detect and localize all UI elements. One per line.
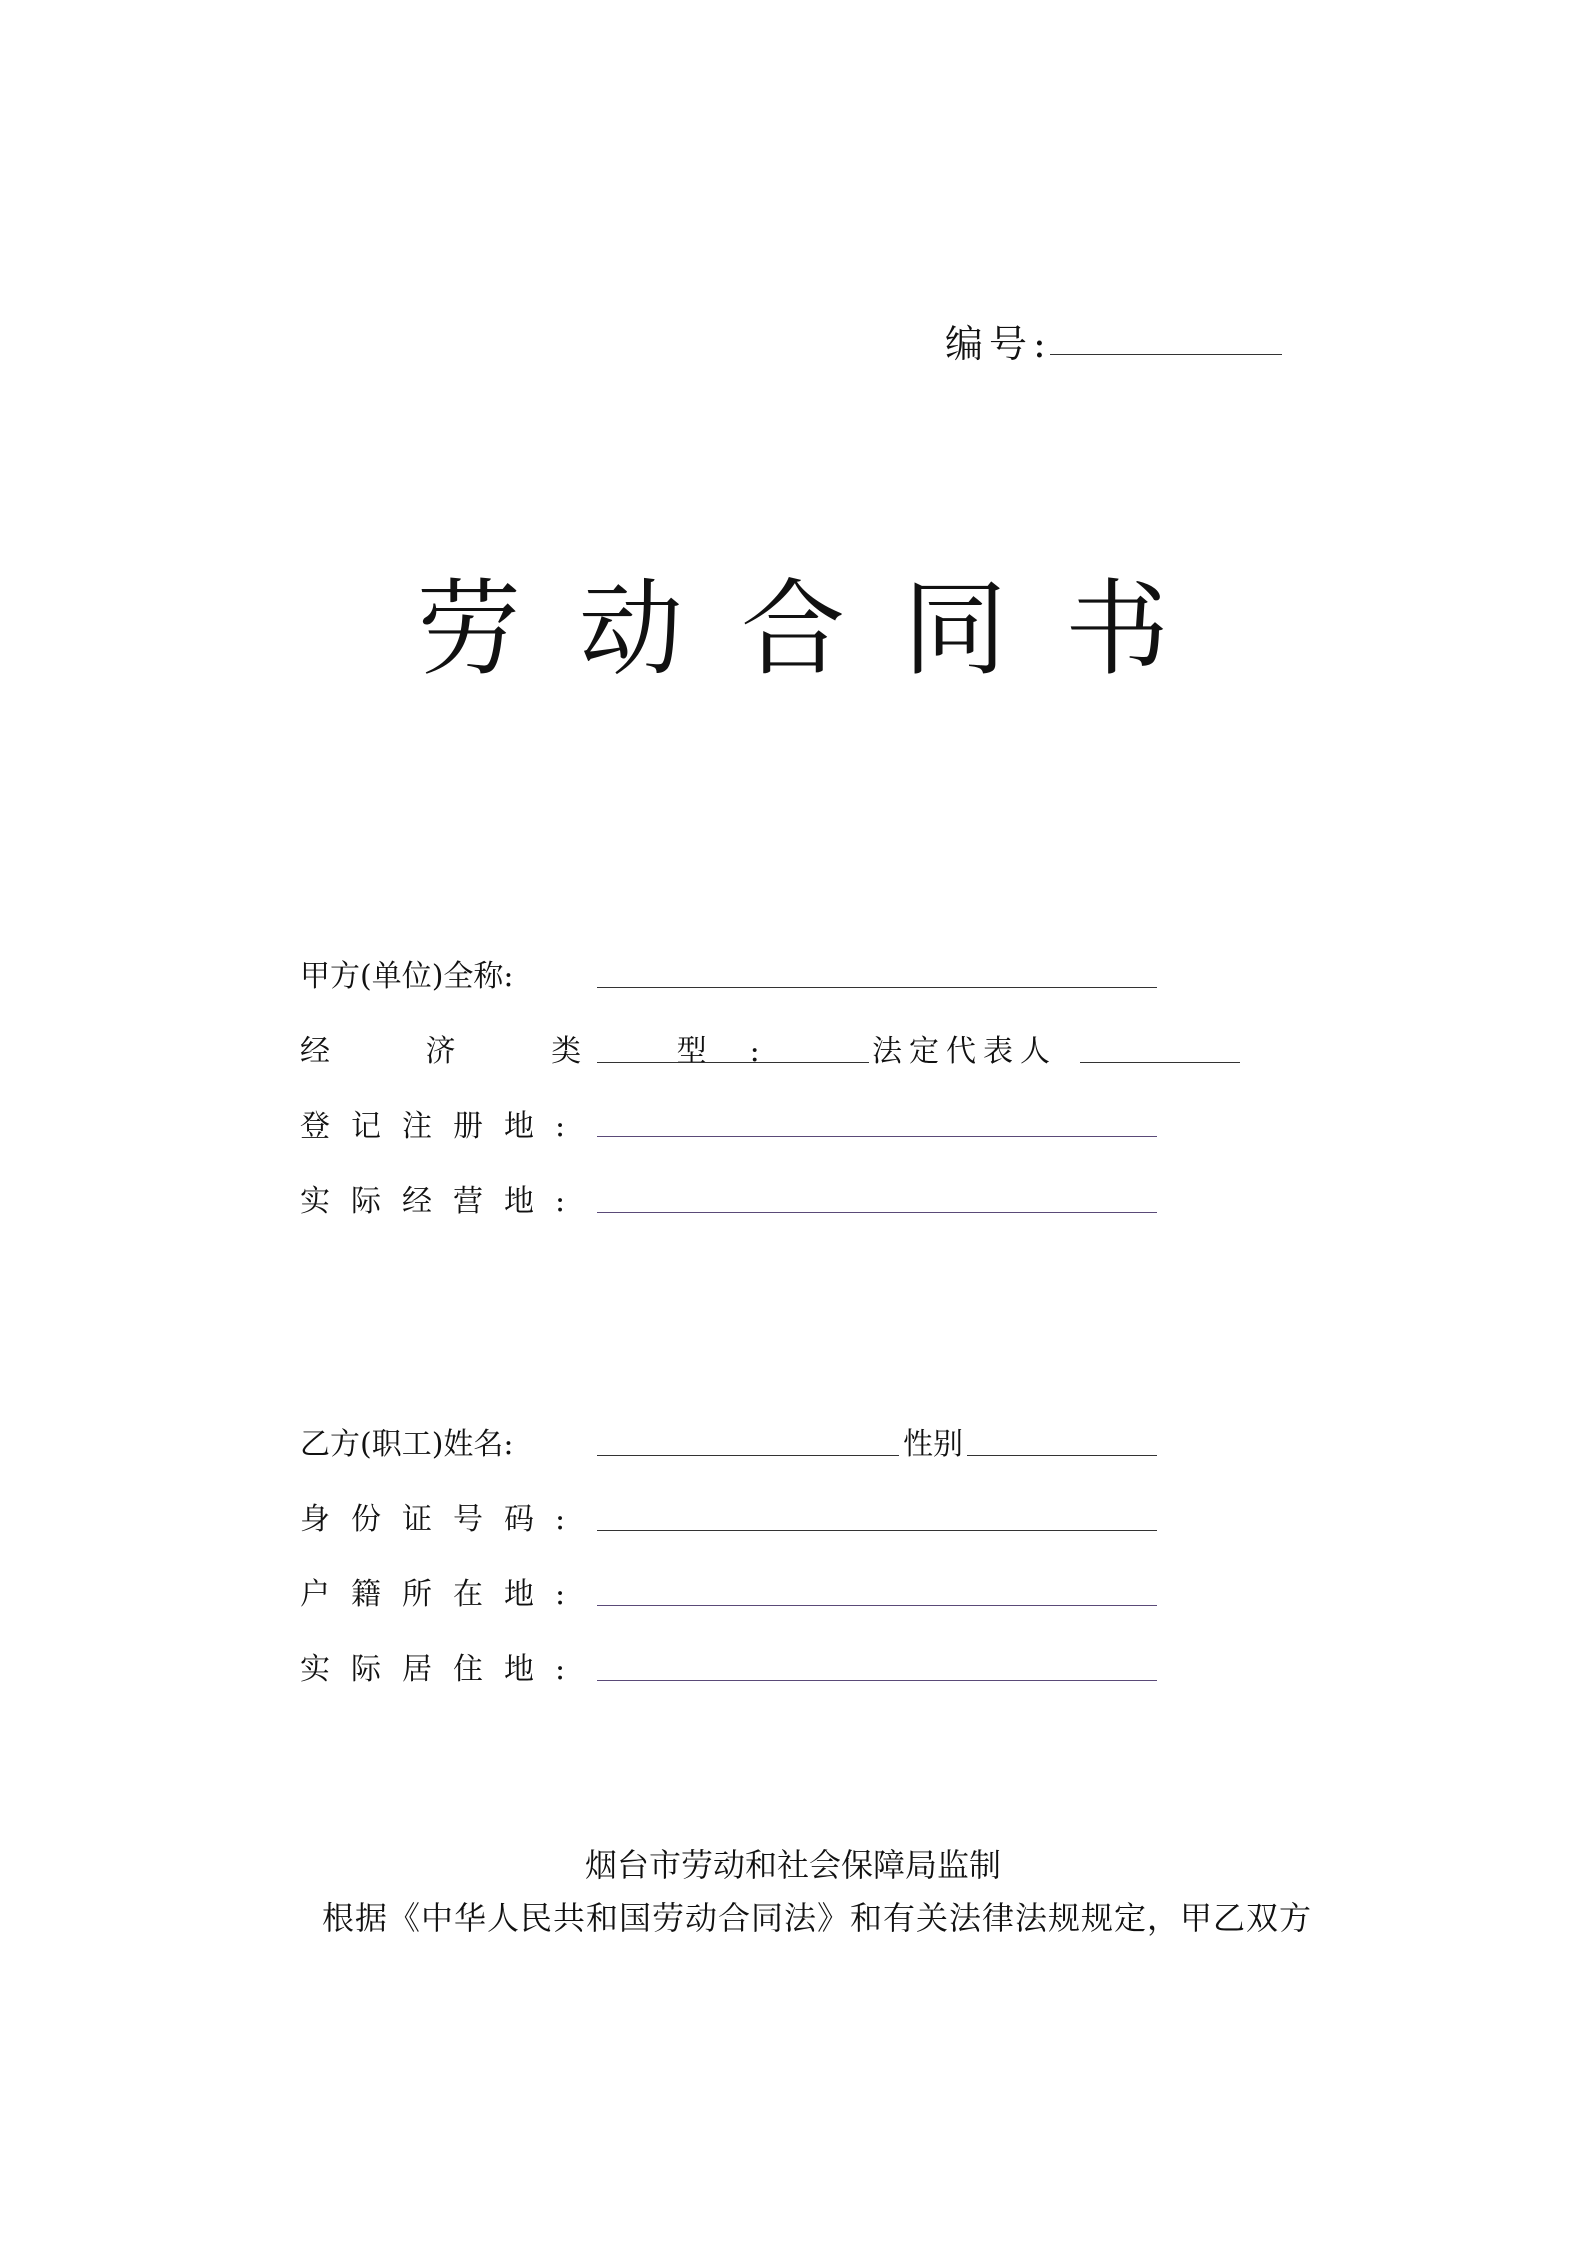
registered-address-field[interactable] (597, 1136, 1157, 1137)
serial-number-label: 编号: (945, 322, 1052, 366)
preamble-text: 根据《中华人民共和国劳动合同法》和有关法律法规规定，甲乙双方 (322, 1899, 1313, 1937)
residence-address-field[interactable] (597, 1680, 1157, 1681)
operating-address-label: 实际经营地: (300, 1184, 587, 1219)
household-address-field[interactable] (597, 1605, 1157, 1606)
residence-address-label: 实际居住地: (300, 1652, 587, 1687)
party-a-name-label: 甲方(单位)全称: (300, 959, 514, 994)
id-number-label: 身份证号码: (300, 1502, 587, 1537)
legal-rep-field[interactable] (1080, 1062, 1240, 1063)
gender-field[interactable] (967, 1455, 1157, 1456)
household-address-label: 户籍所在地: (300, 1577, 587, 1612)
id-number-field[interactable] (597, 1530, 1157, 1531)
operating-address-field[interactable] (597, 1212, 1157, 1213)
serial-number-field[interactable] (1050, 354, 1282, 355)
economic-type-label: 经 济 类 型: (300, 1034, 803, 1069)
legal-rep-label: 法定代表人 (872, 1034, 1057, 1069)
gender-label: 性别 (903, 1427, 963, 1462)
party-b-name-field[interactable] (597, 1455, 899, 1456)
party-a-name-field[interactable] (597, 987, 1157, 988)
registered-address-label: 登记注册地: (300, 1109, 587, 1144)
issuing-organization: 烟台市劳动和社会保障局监制 (584, 1846, 1001, 1884)
party-b-name-label: 乙方(职工)姓名: (300, 1427, 514, 1462)
economic-type-field[interactable] (597, 1062, 869, 1063)
document-title: 劳动合同书 (416, 568, 1227, 690)
